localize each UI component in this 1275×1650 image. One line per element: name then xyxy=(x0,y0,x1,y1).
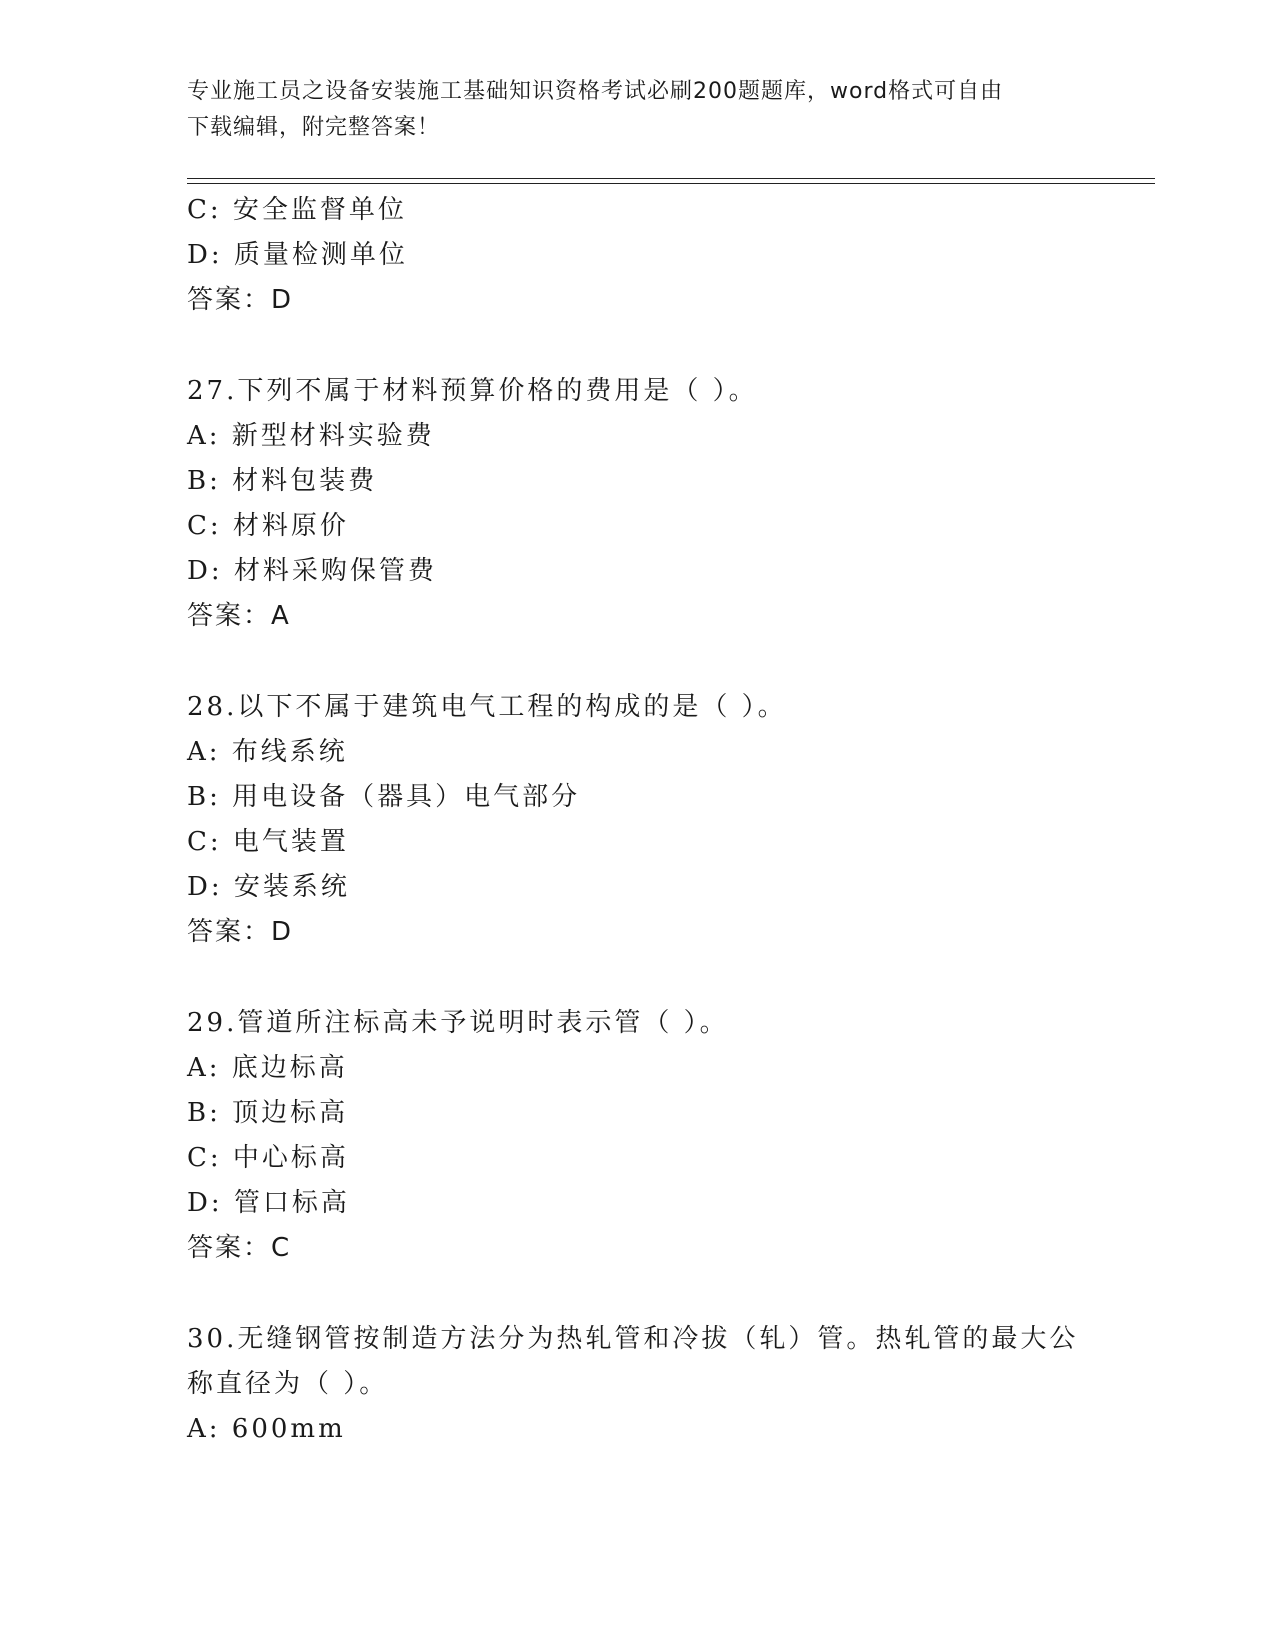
answer-line: 答案：D xyxy=(187,285,294,315)
option-c-line: C: 电气装置 xyxy=(187,827,349,857)
option-b-line: B: 材料包装费 xyxy=(187,466,378,496)
option-d-line: D: 安装系统 xyxy=(187,872,350,902)
option-b-line: B: 用电设备（器具）电气部分 xyxy=(187,782,581,812)
header-line-1: 专业施工员之设备安装施工基础知识资格考试必刷200题题库，word格式可自由 xyxy=(187,79,1004,104)
option-d-line: D: 材料采购保管费 xyxy=(187,556,437,586)
header-line-2: 下载编辑，附完整答案！ xyxy=(187,115,441,140)
option-d-line: D: 质量检测单位 xyxy=(187,240,408,270)
option-a-line: A: 600mm xyxy=(187,1414,346,1444)
question-28: 28.以下不属于建筑电气工程的构成的是（ ）。 xyxy=(187,692,787,722)
header-divider-bottom xyxy=(187,183,1155,184)
header-divider-top xyxy=(187,178,1155,179)
question-29: 29.管道所注标高未予说明时表示管（ ）。 xyxy=(187,1008,729,1038)
option-c-line: C: 安全监督单位 xyxy=(187,195,407,225)
document-header xyxy=(187,74,1077,146)
question-27: 27.下列不属于材料预算价格的费用是（ ）。 xyxy=(187,376,758,406)
option-d-line: D: 管口标高 xyxy=(187,1188,350,1218)
option-c-line: C: 中心标高 xyxy=(187,1143,349,1173)
answer-line: 答案：D xyxy=(187,917,294,947)
question-30-continuation: 称直径为（ ）。 xyxy=(187,1369,389,1399)
option-a-line: A: 底边标高 xyxy=(187,1053,348,1083)
question-30: 30.无缝钢管按制造方法分为热轧管和冷拔（轧）管。热轧管的最大公 xyxy=(187,1324,1079,1354)
option-c-line: C: 材料原价 xyxy=(187,511,349,541)
answer-line: 答案：A xyxy=(187,601,291,631)
answer-line: 答案：C xyxy=(187,1233,292,1263)
option-a-line: A: 布线系统 xyxy=(187,737,348,767)
option-b-line: B: 顶边标高 xyxy=(187,1098,349,1128)
option-a-line: A: 新型材料实验费 xyxy=(187,421,435,451)
